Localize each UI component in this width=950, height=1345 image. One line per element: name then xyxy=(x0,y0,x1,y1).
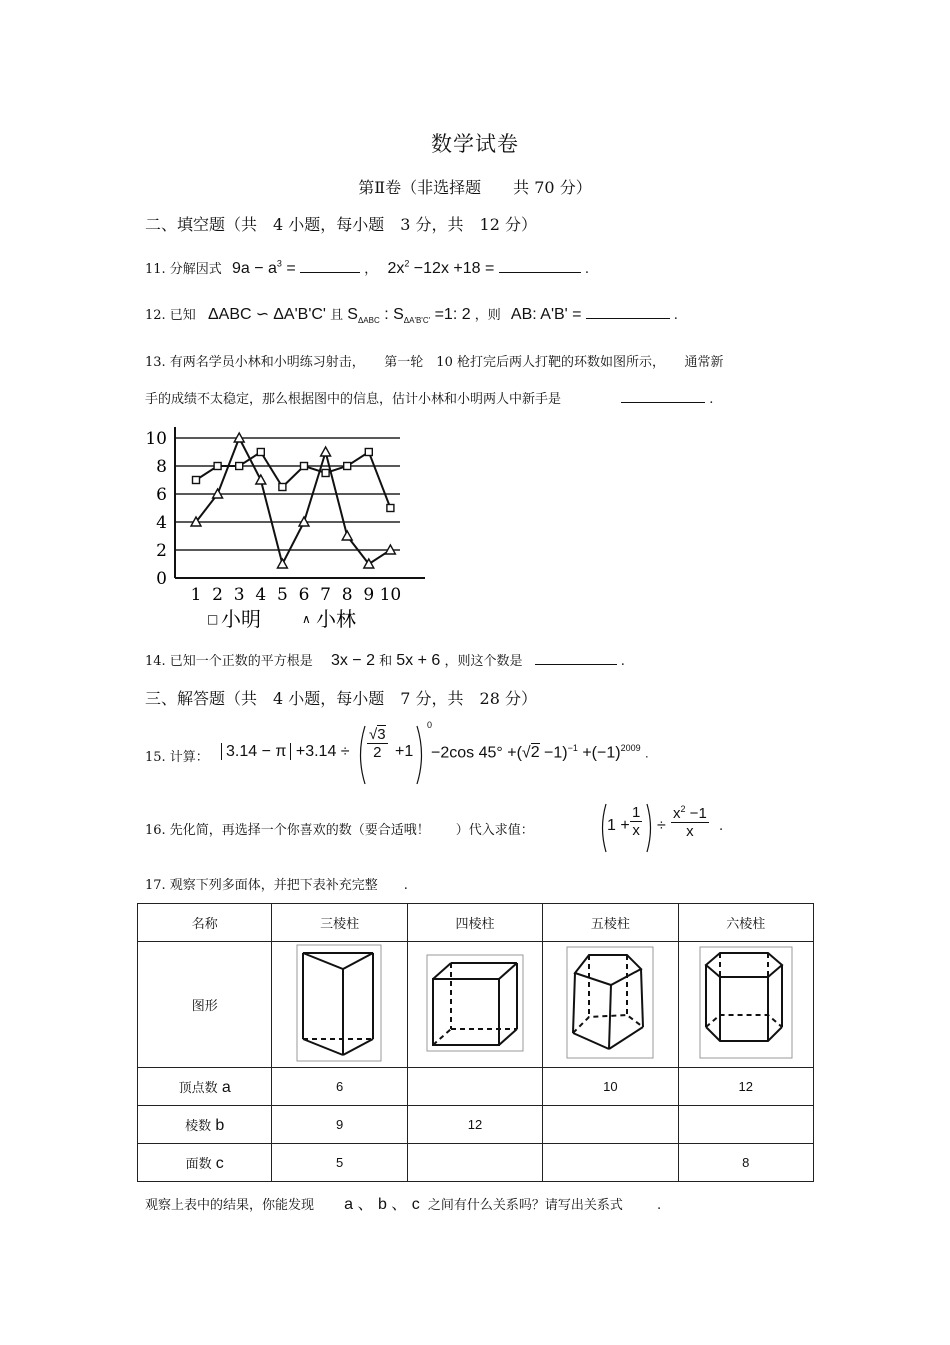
faces-label: 面数 c xyxy=(138,1144,272,1182)
data-point-square xyxy=(387,505,394,512)
x-tick-label: 2 xyxy=(212,585,224,605)
q16-fraction-2: $\frac{x^2 -1}{x}$ xyxy=(673,804,707,840)
data-point-triangle xyxy=(256,475,266,484)
table-figure-row xyxy=(138,942,814,1068)
question-14: 14. 已知一个正数的平方根是 3x − 2 和 5x + 6 ，则这个数是 . xyxy=(145,652,625,669)
table-header-row xyxy=(138,904,814,942)
page-title: 数学试卷 xyxy=(431,132,519,156)
header-pentagonal-prism: 五棱柱 xyxy=(543,904,678,942)
closing-question: 观察上表中的结果，你能发现 a 、 b 、 c 之间有什么关系吗？请写出关系式 . xyxy=(145,1196,662,1213)
header-name: 名称 xyxy=(138,904,272,942)
data-point-square xyxy=(193,477,200,484)
data-point-square xyxy=(236,463,243,470)
vertices-cell[interactable] xyxy=(407,1068,542,1106)
q12-and: 且 xyxy=(330,308,344,323)
x-tick-label: 1 xyxy=(190,585,202,605)
q14-root-2: 5x + 6 xyxy=(396,652,441,669)
q11-label: 11. 分解因式 xyxy=(145,262,222,277)
legend-label: 小明 xyxy=(221,607,261,631)
edges-cell[interactable] xyxy=(543,1106,678,1144)
q15-rest: −2cos $45^\circ +(√2 -1)^{-1} +(-1)^{2009}$ . xyxy=(431,743,649,762)
y-tick-label: 4 xyxy=(156,513,167,533)
edges-label: 棱数 b xyxy=(138,1106,272,1144)
data-point-square xyxy=(322,470,329,477)
faces-cell[interactable] xyxy=(543,1144,678,1182)
y-tick-label: 6 xyxy=(156,485,167,505)
question-17: 17. 观察下列多面体，并把下表补充完整 . xyxy=(145,878,408,893)
q11-blank-1[interactable] xyxy=(300,271,360,273)
legend-label: 小林 xyxy=(316,607,356,631)
shooting-score-chart xyxy=(145,423,435,638)
data-point-square xyxy=(279,484,286,491)
data-point-square xyxy=(344,463,351,470)
q12-label: 12. 已知 xyxy=(145,308,196,323)
table-row-edges xyxy=(138,1106,814,1144)
q15-right-paren xyxy=(415,724,427,786)
data-point-triangle xyxy=(321,447,331,456)
hexagonal-prism-figure xyxy=(678,942,813,1068)
q16-fraction-1: $\frac{1}{x}$ xyxy=(632,804,641,839)
legend-symbol: ∧ xyxy=(302,612,311,626)
q12-ask: AB: A'B' = xyxy=(510,306,582,323)
q12-similar-symbol: ∽ xyxy=(255,306,270,323)
edges-cell[interactable]: 9 xyxy=(272,1106,407,1144)
y-tick-label: 2 xyxy=(156,541,167,561)
vertices-cell[interactable]: 12 xyxy=(678,1068,813,1106)
q11-blank-2[interactable] xyxy=(499,271,581,273)
vertices-label: 顶点数 a xyxy=(138,1068,272,1106)
edges-cell[interactable] xyxy=(678,1106,813,1144)
x-tick-label: 5 xyxy=(276,585,288,605)
q16-right-paren xyxy=(645,802,655,854)
question-13-line-2: 手的成绩不太稳定，那么根据图中的信息，估计小林和小明两人中新手是 . xyxy=(145,392,714,407)
y-tick-label: 8 xyxy=(156,457,167,477)
x-tick-label: 4 xyxy=(255,585,267,605)
x-tick-label: 8 xyxy=(341,585,353,605)
q13-blank[interactable] xyxy=(621,401,705,403)
table-row-vertices xyxy=(138,1068,814,1106)
faces-cell[interactable] xyxy=(407,1144,542,1182)
q11-sep: ， xyxy=(364,262,378,277)
q12-triangle-2: ΔA'B'C' xyxy=(273,306,326,323)
q12-end: . xyxy=(673,308,678,323)
q14-root-1: 3x − 2 xyxy=(330,652,375,669)
data-point-triangle xyxy=(277,559,287,568)
q14-blank[interactable] xyxy=(535,663,617,665)
section-3-heading: 三、解答题（共 4 小题，每小题 7 分，共 28 分） xyxy=(145,689,537,708)
header-triangular-prism: 三棱柱 xyxy=(272,904,407,942)
table-row-faces xyxy=(138,1144,814,1182)
data-point-square xyxy=(257,449,264,456)
header-quadrangular-prism: 四棱柱 xyxy=(407,904,542,942)
q15-fraction: $\frac{√3}{2}$ xyxy=(369,726,386,761)
legend-symbol: □ xyxy=(207,612,219,626)
header-hexagonal-prism: 六棱柱 xyxy=(678,904,813,942)
question-12 xyxy=(145,304,678,325)
x-tick-label: 9 xyxy=(363,585,375,605)
series-line-square xyxy=(196,452,390,508)
question-13-line-1: 13. 有两名学员小林和小明练习射击， 第一轮 10 枪打完后两人打靶的环数如图所示， 通常新 xyxy=(145,355,724,370)
faces-cell[interactable]: 8 xyxy=(678,1144,813,1182)
section-subtitle: 第Ⅱ卷（非选择题 共 70 分） xyxy=(358,178,592,197)
vertices-cell[interactable]: 6 xyxy=(272,1068,407,1106)
edges-cell[interactable]: 12 xyxy=(407,1106,542,1144)
q11-expr2: $2x^2 -12x +18$ = xyxy=(387,258,499,277)
q15-left-paren xyxy=(355,724,367,786)
vertices-cell[interactable]: 10 xyxy=(543,1068,678,1106)
data-point-square xyxy=(301,463,308,470)
q15-absolute-value: 3.14 − π +3.14 ÷ xyxy=(221,743,350,761)
data-point-square xyxy=(214,463,221,470)
q12-then: ，则 xyxy=(474,308,501,323)
pentagonal-prism-figure xyxy=(543,942,678,1068)
x-tick-label: 7 xyxy=(320,585,332,605)
q12-area-ratio: $S_{\Delta ABC}$ : $S_{\Delta A'B'C'} =1$: 2 xyxy=(347,306,471,326)
q11-expr1: $9a - a^3$ = xyxy=(231,258,301,277)
x-tick-label: 10 xyxy=(379,585,402,605)
closing-variables: a 、 b 、 c xyxy=(344,1196,420,1213)
y-tick-label: 0 xyxy=(156,569,167,589)
x-tick-label: 3 xyxy=(233,585,245,605)
q12-triangle-1: ΔABC xyxy=(207,306,252,323)
x-tick-label: 6 xyxy=(298,585,310,605)
data-point-triangle xyxy=(342,531,352,540)
question-11 xyxy=(145,258,589,278)
question-16: 16. 先化简，再选择一个你喜欢的数（要合适哦！ ）代入求值： 1 + $\frac{1}{x}$ ÷ $\frac{x^2 -1}{x}$ . xyxy=(145,802,765,854)
q12-blank[interactable] xyxy=(586,317,670,319)
y-tick-label: 10 xyxy=(145,429,167,449)
triangular-prism-figure xyxy=(272,942,407,1068)
figure-label: 图形 xyxy=(138,942,272,1068)
data-point-square xyxy=(365,449,372,456)
polyhedron-table xyxy=(137,903,814,1182)
section-2-heading: 二、填空题（共 4 小题，每小题 3 分，共 12 分） xyxy=(145,215,537,234)
faces-cell[interactable]: 5 xyxy=(272,1144,407,1182)
quadrangular-prism-figure xyxy=(407,942,542,1068)
q11-end: . xyxy=(584,262,590,277)
